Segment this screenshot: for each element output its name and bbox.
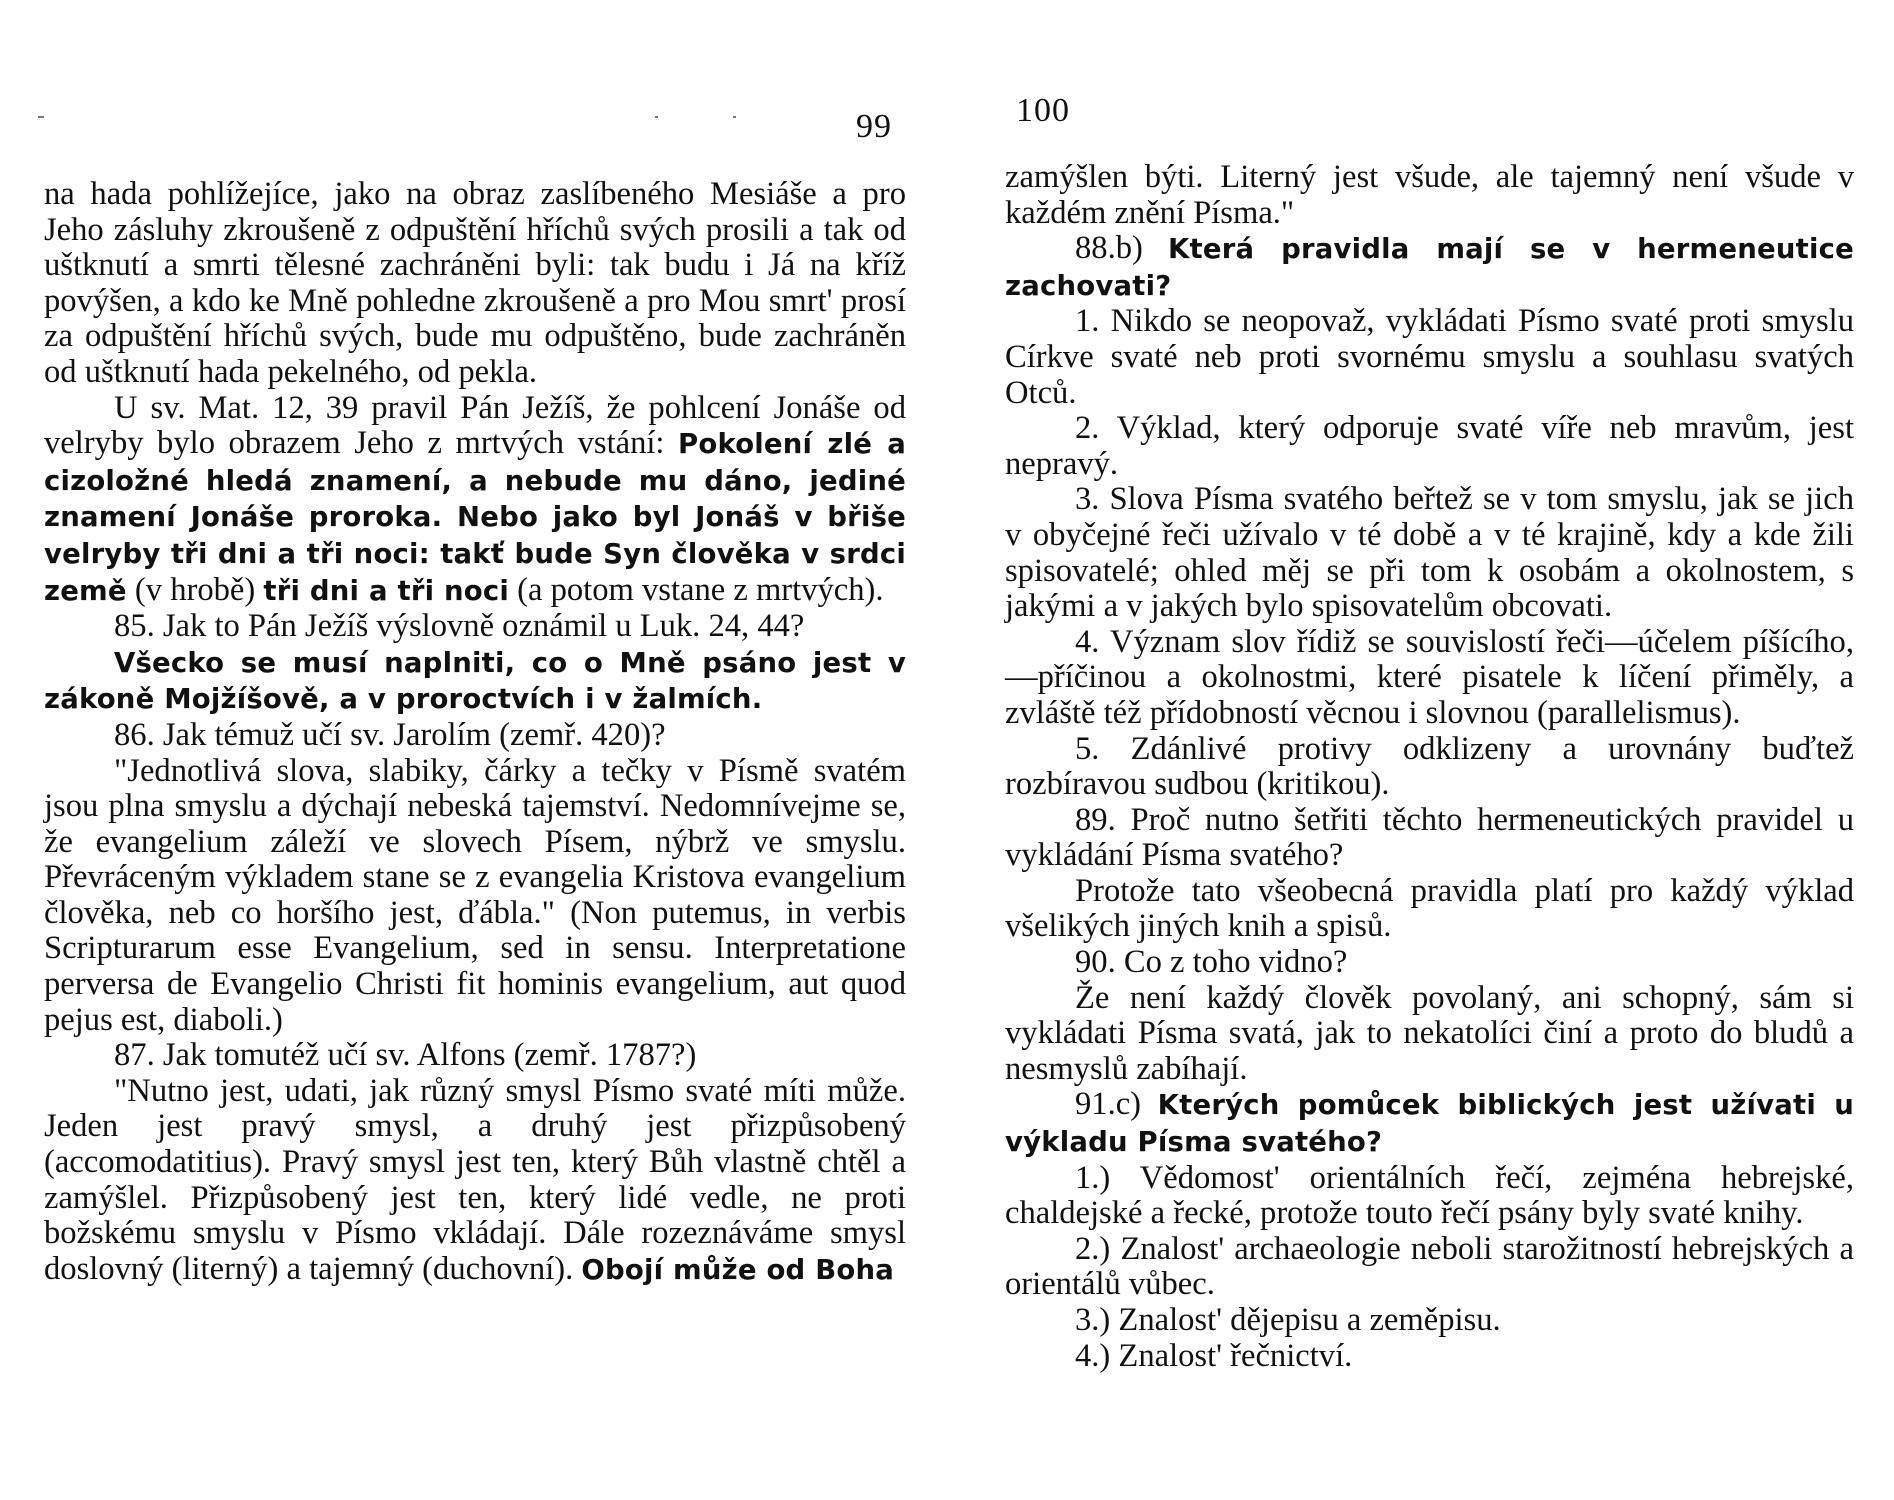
bold-text: Všecko se musí naplniti, co o Mně psáno jest v zákoně Mojžíšově, a v proroctvích i v žalmích. — [44, 646, 906, 716]
text-run: Protože tato všeobecná pravidla platí pro každý výklad všelikých jiných knih a spisů. — [1005, 872, 1854, 945]
paragraph — [1005, 625, 1854, 732]
paragraph — [1005, 732, 1854, 803]
scan-mark — [655, 116, 658, 118]
text-run: 1.) Vědomost' orientálních řečí, zejména hebrejské, chaldejské a řecké, protože touto řečí psány byly svaté knihy. — [1005, 1159, 1854, 1232]
paragraph — [1005, 411, 1854, 482]
paragraph — [44, 1074, 906, 1289]
paragraph — [44, 609, 906, 645]
text-run: 85. Jak to Pán Ježíš výslovně oznámil u Luk. 24, 44? — [114, 608, 805, 645]
text-run: 86. Jak témuž učí sv. Jarolím (zemř. 420)? — [114, 716, 666, 753]
bold-text: Pokolení zlé a cizoložné hledá znamení, a nebude mu dáno, jediné znamení Jonáše proroka. Nebo jako byl Jonáš v břiše velryby tři dni a tři noci: takť bude Syn člověka v srdci země — [44, 428, 906, 607]
text-run: 87. Jak tomutéž učí sv. Alfons (zemř. 1787?) — [114, 1037, 697, 1074]
text-run: 2.) Znalost' archaeologie neboli starožitností hebrejských a orientálů vůbec. — [1005, 1230, 1854, 1303]
paragraph — [44, 754, 906, 1039]
page-text — [1005, 160, 1854, 1374]
paragraph — [1005, 482, 1854, 624]
scan-mark — [733, 116, 736, 118]
page-text — [44, 177, 906, 1288]
page-number: 100 — [1016, 92, 1070, 129]
text-run: 4. Význam slov řídiž se souvislostí řeči—účelem píšícího,—příčinou a okolnostmi, které pisatele k líčení přiměly, a zvláště též přídobností věcnou i slovnou (parallelismus). — [1005, 623, 1854, 731]
text-run: 90. Co z toho vidno? — [1075, 944, 1348, 981]
paragraph — [1005, 874, 1854, 945]
text-run: Že není každý člověk povolaný, ani schopný, sám si vykládati Písma svatá, jak to nekatolíci činí a proto do bludů a nesmyslů zabíhají. — [1005, 979, 1854, 1087]
text-run: "Nutno jest, udati, jak různý smysl Písmo svaté míti může. Jeden jest pravý smysl, a druhý jest přizpůsobený (accomodatitius). Pravý smysl jest ten, který Bůh vlastně chtěl a zamýšlel. Přizpůsobený jest ten, který lidé vedle, ne proti božskému smyslu v Písmo vkládají. Dále rozeznáváme smysl doslovný (literný) a tajemný (duchovní). — [44, 1072, 906, 1287]
paragraph — [1005, 945, 1854, 981]
text-run: 88.b) — [1075, 230, 1169, 267]
scan-mark — [38, 116, 44, 118]
text-run: 3.) Znalost' dějepisu a zeměpisu. — [1075, 1302, 1501, 1338]
bold-text: tři dni a tři noci — [263, 574, 509, 607]
text-run: (v hrobě) — [126, 571, 264, 608]
paragraph — [44, 645, 906, 718]
bold-text: Kterých pomůcek biblických jest užívati u výkladu Písma svatého? — [1005, 1089, 1854, 1159]
paragraph — [1005, 981, 1854, 1088]
text-run: zamýšlen býti. Literný jest všude, ale tajemný není všude v každém znění Písma." — [1005, 159, 1854, 231]
paragraph — [44, 177, 906, 391]
text-run: U sv. Mat. 12, 39 pravil Pán Ježíš, že pohlcení Jonáše od velryby bylo obrazem Jeho z mrtvých vstání: — [44, 389, 906, 462]
paragraph — [1005, 1087, 1854, 1160]
text-run: 3. Slova Písma svatého beřtež se v tom smyslu, jak se jich v obyčejné řeči užívalo v té době a v té krajině, kdy a kde žili spisovatelé; ohled měj se při tom k osobám a okolnostem, s jakými a v jakých bylo spisovatelům obcovati. — [1005, 481, 1854, 625]
paragraph — [1005, 304, 1854, 411]
right-page — [947, 0, 1894, 1500]
text-run: 1. Nikdo se neopovaž, vykládati Písmo svaté proti smyslu Církve svaté neb proti svornému smyslu a souhlasu svatých Otců. — [1005, 303, 1854, 411]
page-number: 99 — [856, 108, 892, 145]
text-run: na hada pohlížejíce, jako na obraz zaslíbeného Mesiáše a pro Jeho zásluhy zkroušeně z odpuštění hříchů svých prosili a tak od uštknutí a smrti tělesné zachráněni byli: tak budu i Já na kříž povýšen, a kdo ke Mně pohledne zkroušeně a pro Mou smrt' prosí za odpuštění hříchů svých, bude mu odpuštěno, bude zachráněn od uštknutí hada pekelného, od pekla. — [44, 176, 906, 390]
text-run: 5. Zdánlivé protivy odklizeny a urovnány buďtež rozbíravou sudbou (kritikou). — [1005, 730, 1854, 803]
bold-text: Obojí může od Boha — [581, 1253, 895, 1286]
paragraph — [44, 718, 906, 754]
paragraph — [1005, 1161, 1854, 1232]
text-run: 2. Výklad, který odporuje svaté víře neb mravům, jest nepravý. — [1005, 410, 1854, 482]
paragraph — [1005, 1232, 1854, 1303]
text-run: 91.c) — [1075, 1086, 1158, 1123]
paragraph — [44, 391, 906, 610]
paragraph — [1005, 1339, 1854, 1375]
text-run: 89. Proč nutno šetřiti těchto hermeneutických pravidel u vykládání Písma svatého? — [1005, 801, 1854, 874]
paragraph — [1005, 160, 1854, 231]
paragraph — [1005, 1303, 1854, 1339]
paragraph — [1005, 803, 1854, 874]
text-run: "Jednotlivá slova, slabiky, čárky a tečky v Písmě svatém jsou plna smyslu a dýchají nebeská tajemství. Nedomnívejme se, že evangelium záleží ve slovech Písem, nýbrž ve smyslu. Převráceným výkladem stane se z evangelia Kristova evangelium člověka, neb co horšího jest, ďábla." (Non putemus, in verbis Scripturarum esse Evangelium, sed in sensu. Interpretatione perversa de Evangelio Christi fit hominis evangelium, aut quod pejus est, diaboli.) — [44, 752, 906, 1038]
text-run: (a potom vstane z mrtvých). — [508, 571, 884, 608]
bold-text: Která pravidla mají se v hermeneutice zachovati? — [1005, 233, 1854, 302]
paragraph — [44, 1038, 906, 1074]
text-run: 4.) Znalost' řečnictví. — [1075, 1337, 1353, 1374]
paragraph — [1005, 231, 1854, 304]
